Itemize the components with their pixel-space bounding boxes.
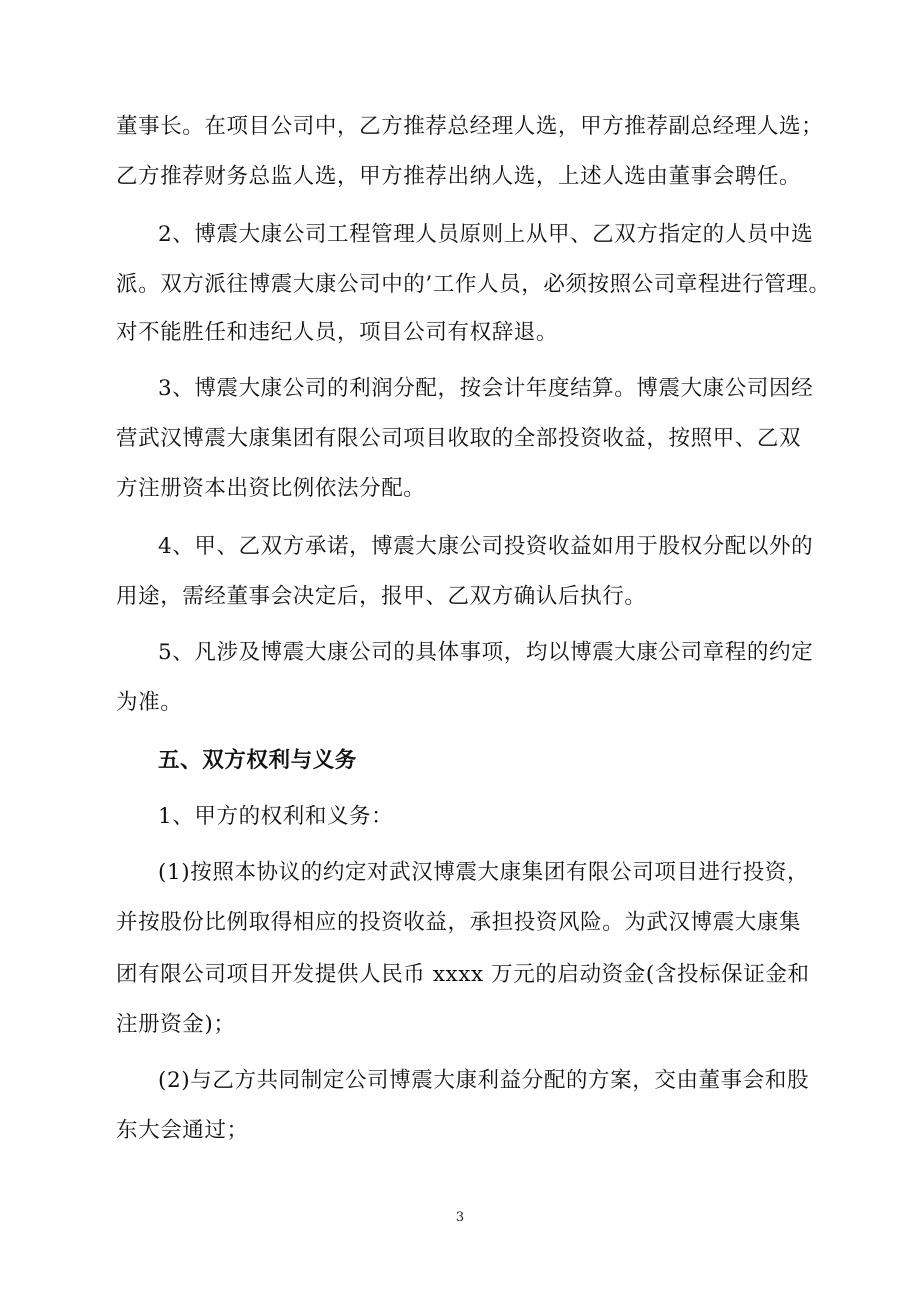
page-number: 3	[455, 1210, 465, 1225]
text-line: 对不能胜任和违纪人员，项目公司有权辞退。	[116, 320, 559, 345]
text-line: (1)按照本协议的约定对武汉博震大康集团有限公司项目进行投资，	[158, 860, 810, 885]
text-line: 3、博震大康公司的利润分配，按会计年度结算。博震大康公司因经	[158, 376, 814, 401]
text-line: 用途，需经董事会决定后，报甲、乙双方确认后执行。	[116, 584, 647, 609]
text-line: 派。双方派往博震大康公司中的’工作人员，必须按照公司章程进行管理。	[116, 272, 831, 297]
text-line: 团有限公司项目开发提供人民币 xxxx 万元的启动资金(含投标保证金和	[116, 962, 810, 987]
text-line: 董事长。在项目公司中，乙方推荐总经理人选，甲方推荐副总经理人选；	[116, 114, 824, 139]
section-heading: 五、双方权利与义务	[158, 748, 357, 773]
text-line: 2、博震大康公司工程管理人员原则上从甲、乙双方指定的人员中选	[158, 222, 814, 247]
text-line: 1、甲方的权利和义务：	[158, 804, 394, 829]
text-line: 营武汉博震大康集团有限公司项目收取的全部投资收益，按照甲、乙双	[116, 426, 802, 451]
text-line: 东大会通过；	[116, 1118, 249, 1143]
text-line: 4、甲、乙双方承诺，博震大康公司投资收益如用于股权分配以外的	[158, 534, 814, 559]
text-line: (2)与乙方共同制定公司博震大康利益分配的方案，交由董事会和股	[158, 1068, 810, 1093]
text-line: 并按股份比例取得相应的投资收益，承担投资风险。为武汉博震大康集	[116, 910, 802, 935]
text-line: 为准。	[116, 690, 183, 715]
text-line: 5、凡涉及博震大康公司的具体事项，均以博震大康公司章程的约定	[158, 640, 814, 665]
text-line: 乙方推荐财务总监人选，甲方推荐出纳人选，上述人选由董事会聘任。	[116, 164, 802, 189]
text-line: 方注册资本出资比例依法分配。	[116, 476, 426, 501]
text-line: 注册资金)；	[116, 1012, 236, 1037]
